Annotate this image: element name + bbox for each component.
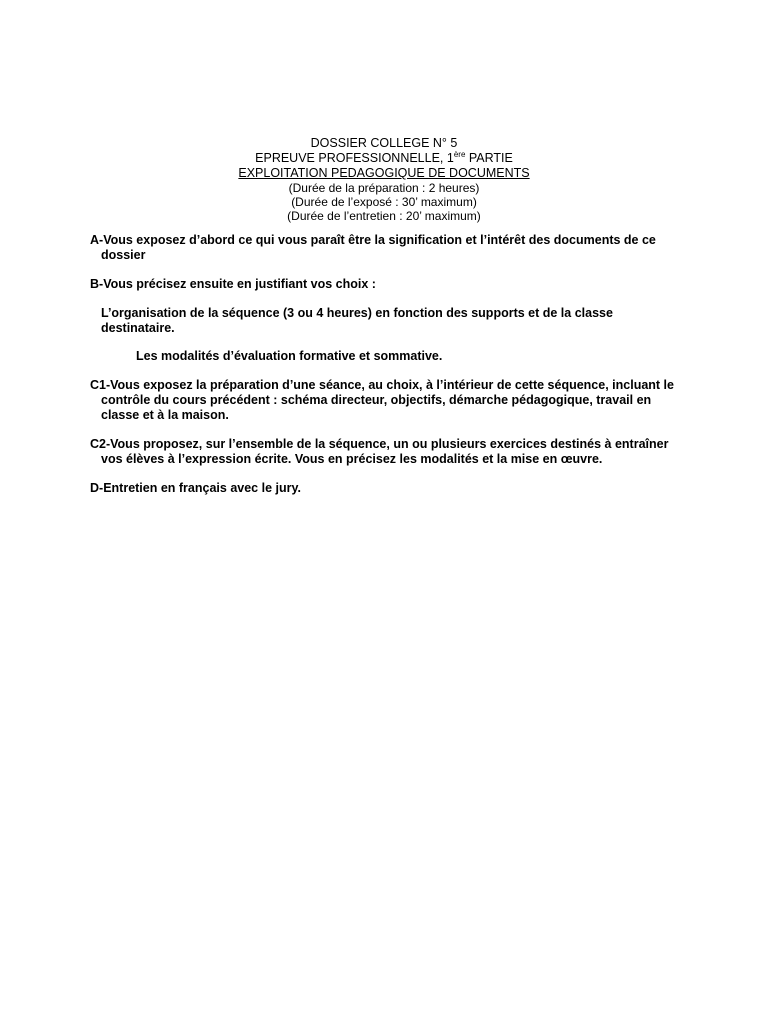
section-c2: C2-Vous proposez, sur l’ensemble de la séquence, un ou plusieurs exercices destinés à entraîner vos élèves à l’expression écrite. Vous en précisez les modalités et la mise en œuvre.: [90, 437, 669, 466]
section-d: D-Entretien en français avec le jury.: [90, 481, 301, 495]
section-a: A-Vous exposez d’abord ce qui vous paraît être la signification et l’intérêt des documents de ce dossier: [90, 233, 656, 262]
duration-entretien: (Durée de l’entretien : 20’ maximum): [287, 209, 481, 223]
section-b-item-modalites: Les modalités d’évaluation formative et sommative.: [136, 349, 443, 363]
dossier-title: DOSSIER COLLEGE N° 5: [310, 136, 458, 150]
epreuve-title: [0, 151, 768, 166]
epreuve-title-text: EPREUVE PROFESSIONNELLE, 1: [255, 151, 454, 165]
duration-expose: (Durée de l’exposé : 30’ maximum): [291, 195, 477, 209]
document-header: [0, 136, 768, 223]
duration-preparation: (Durée de la préparation : 2 heures): [288, 181, 480, 195]
section-b-item-organisation: L’organisation de la séquence (3 ou 4 heures) en fonction des supports et de la classe destinataire.: [101, 306, 613, 335]
section-c1: C1-Vous exposez la préparation d’une séance, au choix, à l’intérieur de cette séquence, incluant le contrôle du cours précédent : schéma directeur, objectifs, démarche pédagogique, travail en classe et à la maison.: [90, 378, 674, 422]
epreuve-title-superscript: ère: [453, 150, 466, 159]
exploitation-title: EXPLOITATION PEDAGOGIQUE DE DOCUMENTS: [238, 166, 530, 180]
epreuve-title-suffix: PARTIE: [465, 151, 513, 165]
document-body: [90, 233, 690, 509]
section-b: B-Vous précisez ensuite en justifiant vos choix :: [90, 277, 376, 291]
